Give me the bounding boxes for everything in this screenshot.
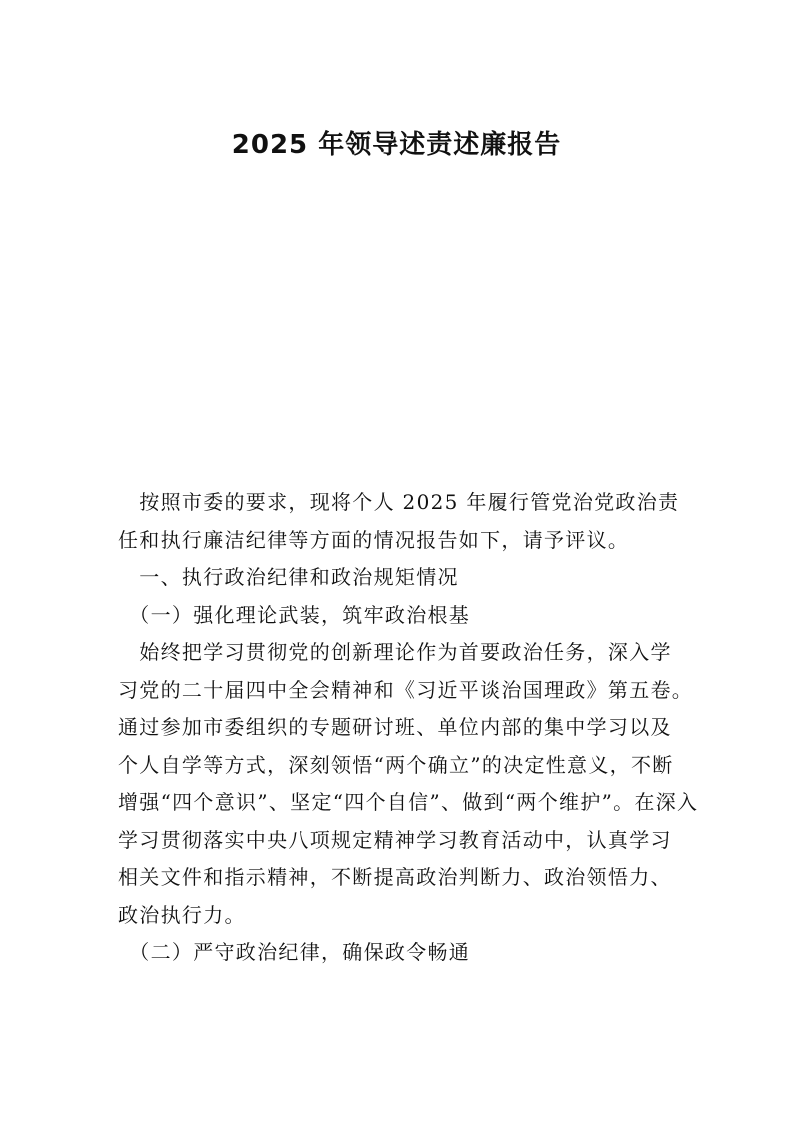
subsection-heading: （二）严守政治纪律，确保政令畅通 <box>118 940 471 964</box>
paragraph-line: 习党的二十届四中全会精神和《习近平谈治国理政》第五卷。 <box>118 677 694 702</box>
paragraph-line: 增强“四个意识”、坚定“四个自信”、做到“两个维护”。在深入 <box>118 790 699 814</box>
paragraph-line: 学习贯彻落实中央八项规定精神学习教育活动中，认真学习 <box>118 827 672 852</box>
paragraph-line: 按照市委的要求，现将个人 2025 年履行管党治党政治责 <box>118 490 680 514</box>
section-heading: 一、执行政治纪律和政治规矩情况 <box>118 565 459 589</box>
subsection-heading: （一）强化理论武装，筑牢政治根基 <box>118 602 471 627</box>
document-title: 2025 年领导述责述廉报告 <box>231 130 562 160</box>
paragraph-line: 通过参加市委组织的专题研讨班、单位内部的集中学习以及 <box>118 715 672 739</box>
paragraph-line: 相关文件和指示精神，不断提高政治判断力、政治领悟力、 <box>118 865 672 889</box>
paragraph-line: 任和执行廉洁纪律等方面的情况报告如下，请予评议。 <box>118 527 630 552</box>
document-body <box>118 484 699 972</box>
paragraph-line: 政治执行力。 <box>118 902 246 927</box>
paragraph-line: 始终把学习贯彻党的创新理论作为首要政治任务，深入学 <box>118 640 672 664</box>
paragraph-line: 个人自学等方式，深刻领悟“两个确立”的决定性意义，不断 <box>118 752 674 777</box>
